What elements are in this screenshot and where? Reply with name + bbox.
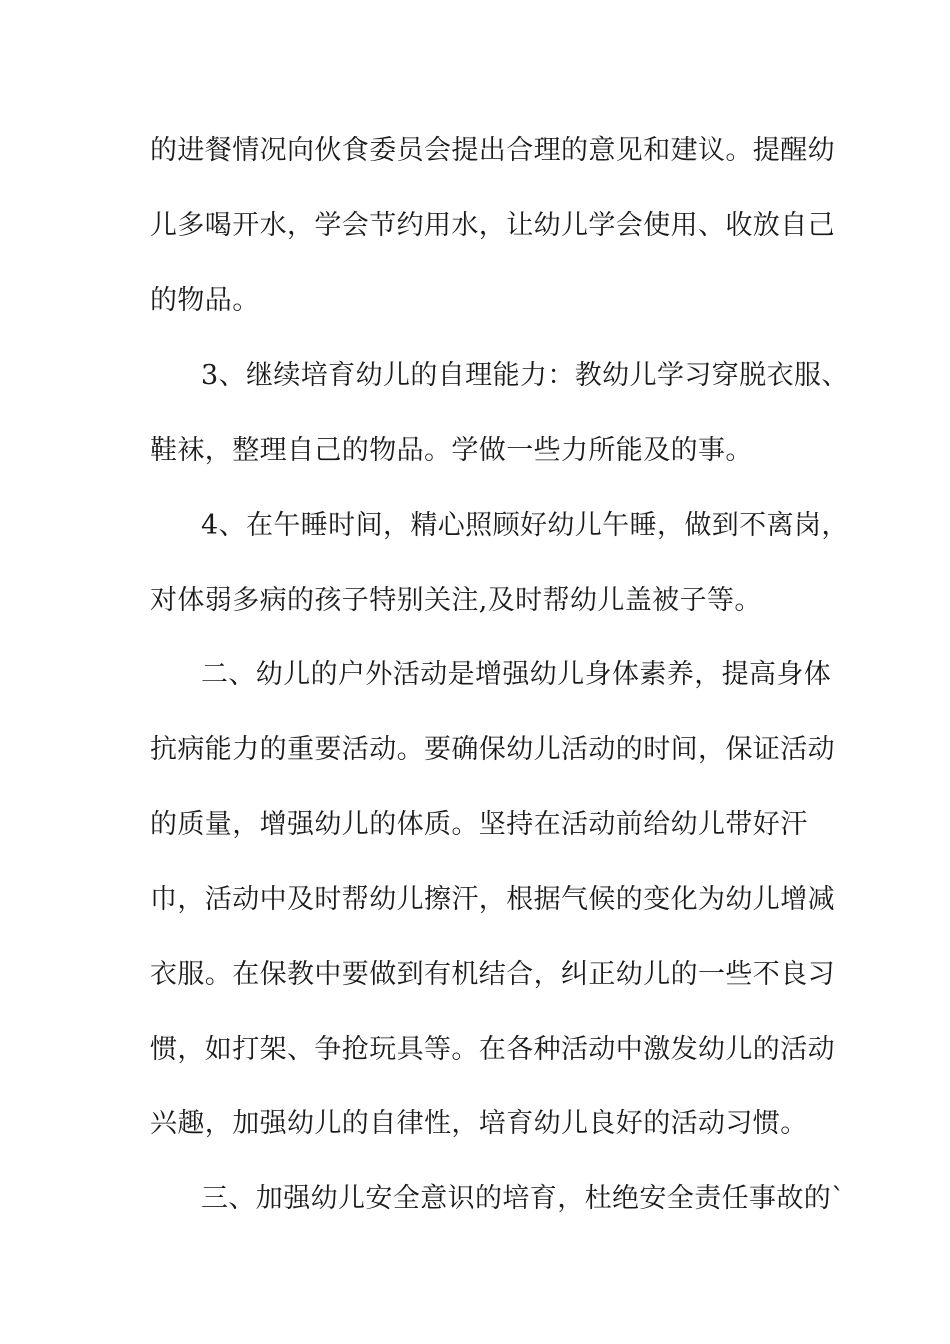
text-line: 巾，活动中及时帮幼儿擦汗，根据气候的变化为幼儿增减: [150, 884, 835, 915]
text-line: 的进餐情况向伙食委员会提出合理的意见和建议。提醒幼: [150, 135, 835, 166]
text-line: 的质量，增强幼儿的体质。坚持在活动前给幼儿带好汗: [150, 809, 808, 840]
text-line: 4、在午睡时间，精心照顾好幼儿午睡，做到不离岗，: [201, 510, 849, 541]
text-line: 惯，如打架、争抢玩具等。在各种活动中激发幼儿的活动: [150, 1034, 835, 1065]
text-line: 鞋袜，整理自己的物品。学做一些力所能及的事。: [150, 435, 753, 466]
text-line: 抗病能力的重要活动。要确保幼儿活动的时间，保证活动: [150, 734, 835, 765]
text-line: 的物品。: [150, 285, 260, 316]
text-line: 三、加强幼儿安全意识的培育，杜绝安全责任事故的`: [201, 1183, 846, 1214]
text-line: 兴趣，加强幼儿的自律性，培育幼儿良好的活动习惯。: [150, 1108, 808, 1139]
text-line: 儿多喝开水，学会节约用水，让幼儿学会使用、收放自己: [150, 210, 835, 241]
text-line: 3、继续培育幼儿的自理能力：教幼儿学习穿脱衣服、: [201, 360, 849, 391]
text-line: 衣服。在保教中要做到有机结合，纠正幼儿的一些不良习: [150, 959, 835, 990]
text-line: 二、幼儿的户外活动是增强幼儿身体素养，提高身体: [201, 659, 832, 690]
text-line: 对体弱多病的孩子特别关注,及时帮幼儿盖被子等。: [150, 585, 762, 616]
